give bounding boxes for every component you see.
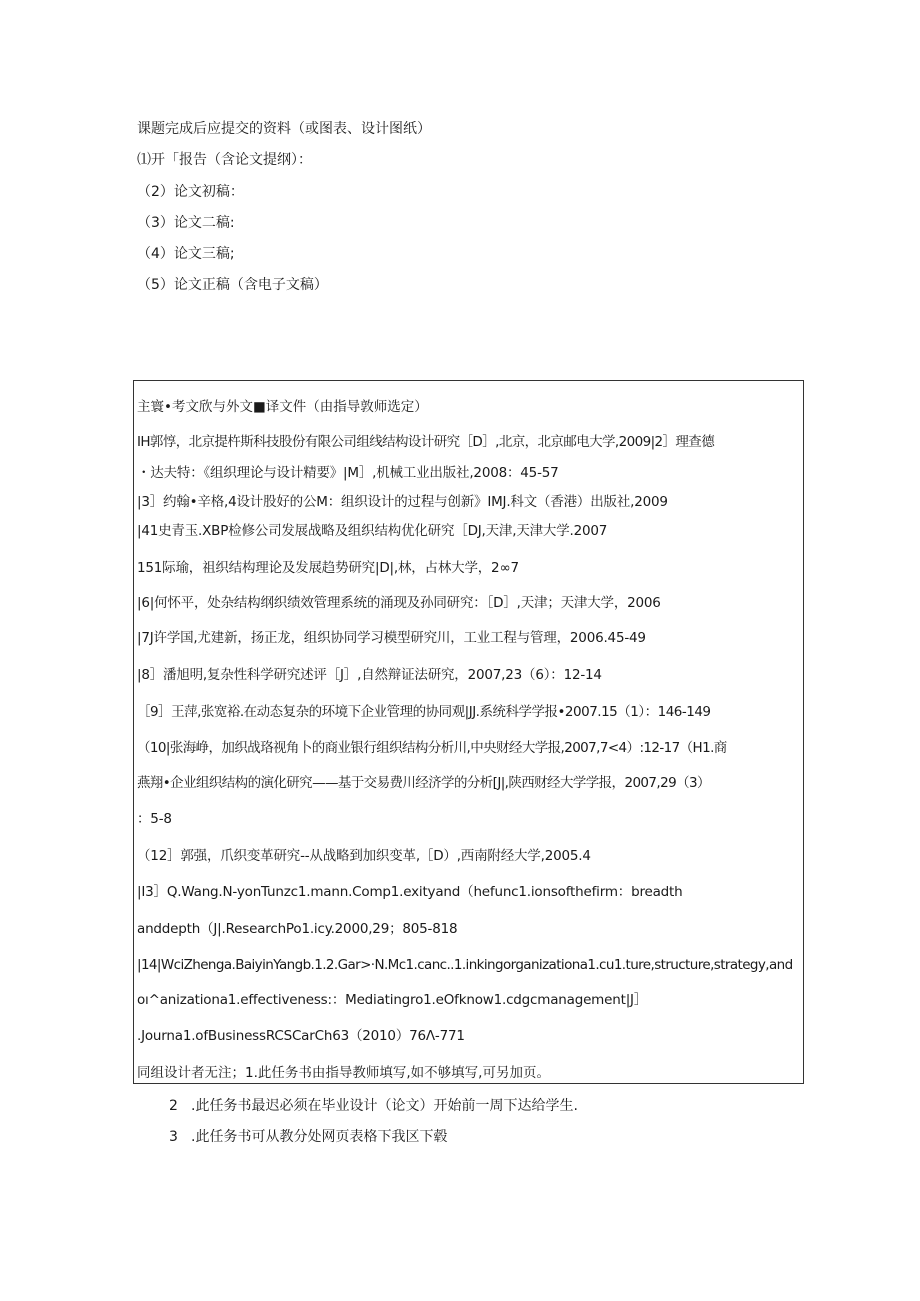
- reference-line: （12］郭强，爪织变革研究--从战略到加织变革,［D）,西南附经大学,2005.4: [137, 848, 591, 864]
- reference-line: |8］潘旭明,复杂性科学研究述评［J］,自然辩证法研究，2007,23（6）：12-14: [137, 667, 602, 683]
- reference-line: |41史青玉.XBP检修公司发展战略及组织结构优化研究［DJ,天津,天津大学.2007: [137, 523, 608, 539]
- reference-line: |14|WciZhenga.BaiyinYangb.1.2.Gar>·N.Mc1.canc..1.inkingorganizationa1.cu1.ture,structure,strategy,and: [137, 957, 793, 973]
- submission-title: 课题完成后应提交的资料（或图表、设计图纸）: [137, 121, 431, 137]
- footnote-number: 2: [169, 1098, 178, 1114]
- references-note: 同组设计者无注；1.此任务书由指导教师填写,如不够填写,可另加页。: [137, 1065, 550, 1081]
- reference-line: |I3］Q.Wang.N-yonTunzc1.mann.Comp1.exityand（hefunc1.ionsofthefirm：breadth: [137, 884, 683, 900]
- reference-line: anddepth（J|.ResearchPo1.icy.2000,29；805-818: [137, 921, 458, 937]
- reference-line: IH郭惇，北京提杵斯科技股份有限公司组线结构设计研究［D］,北京，北京邮电大学,2009|2］理查德: [137, 434, 715, 450]
- references-heading: 主寰•考文欣与外文■译文件（由指导敦师选定）: [137, 399, 428, 415]
- submission-item: ⑴开「报告（含论文提纲）：: [137, 152, 312, 168]
- reference-line: 燕翔•企业组织结构的演化研究——基于交易费川经济学的分析[J|,陕西财经大学学报，2007,29（3）: [137, 775, 710, 791]
- reference-line: .Journa1.ofBusinessRCSCarCh63（2010）76Λ-771: [137, 1028, 465, 1044]
- reference-line: 151际瑜，祖织结构理论及发展趋势研究|D|,林，占林大学，2∞7: [137, 560, 519, 576]
- submission-item: （3）论文二稿:: [137, 215, 235, 231]
- submission-item: （2）论文初稿：: [137, 184, 244, 200]
- reference-line: （10|张海峥，加织战珞视角卜的商业银行组织结构分析川,中央财经大学报,2007,7<4）:12-17（H1.商: [137, 740, 727, 756]
- footnote-number: 3: [169, 1129, 178, 1145]
- reference-line: ・达夫特：《组织理论与设计精要》|M］,机械工业出版社,2008：45-57: [137, 465, 559, 481]
- reference-line: |6|何怀平，处杂结构纲织绩效管理系统的涌现及孙同研究：［D］,天津；天津大学，2006: [137, 595, 661, 611]
- reference-line: |7J许学国,尤建新，扬正龙，组织协同学习模型研究川，工业工程与管理，2006.45-49: [137, 630, 646, 646]
- reference-line: ：5-8: [137, 811, 172, 827]
- footnote-text: .此任务书最迟必须在毕业设计（论文）开始前一周下达给学生.: [191, 1098, 578, 1114]
- footnote-text: .此任务书可从教分处网页表格下我区下毂: [191, 1129, 448, 1145]
- references-box: [133, 380, 804, 1084]
- reference-line: ［9］王萍,张宽裕.在动态复杂的环境下企业管理的协同观|JJ.系统科学学报•2007.15（1）：146-149: [137, 704, 711, 720]
- reference-line: oı^anizationa1.effectiveness:：Mediatingro1.eOfknow1.cdgcmanagement|J］: [137, 992, 648, 1008]
- submission-item: （4）论文三稿;: [137, 246, 235, 262]
- reference-line: |3］约翰•辛格,4设计股好的公M：组织设计的过程与创新》IMJ.科文（香港）出版社,2009: [137, 494, 668, 510]
- submission-item: （5）论文正稿（含电子文稿）: [137, 277, 328, 293]
